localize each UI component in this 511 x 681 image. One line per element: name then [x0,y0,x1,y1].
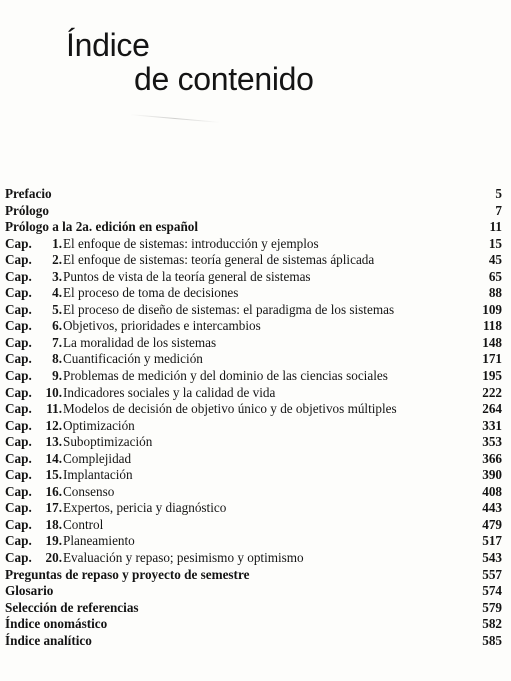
chapter-prefix: Cap. [5,533,32,549]
entry-title: Selección de referencias [5,599,139,615]
entry-title: El proceso de toma de decisiones [63,285,239,301]
chapter-number: 4. [52,285,62,301]
toc-entry [5,500,502,517]
chapter-prefix: Cap. [5,450,32,466]
chapter-number: 3. [52,268,62,284]
toc-entry [5,385,502,402]
chapter-number: 8. [52,351,62,367]
page-number: 408 [482,483,502,499]
page-number: 579 [482,599,502,615]
page-number: 543 [482,550,502,566]
toc-entry [5,219,502,236]
chapter-prefix: Cap. [5,500,32,516]
page-number: 582 [482,616,502,632]
chapter-prefix: Cap. [5,384,32,400]
chapter-prefix: Cap. [5,235,32,251]
page-number: 15 [488,235,502,251]
chapter-prefix: Cap. [5,268,32,284]
toc-entry [5,368,502,385]
page-number: 65 [488,268,502,284]
chapter-prefix: Cap. [5,351,32,367]
toc-entry [5,434,502,451]
chapter-number: 11. [46,401,62,417]
page-number: 517 [482,533,502,549]
table-of-contents [5,186,502,649]
entry-title: Prefacio [5,186,52,201]
chapter-number: 15. [45,467,62,483]
toc-entry [5,401,502,418]
toc-entry [5,252,502,269]
entry-title: Glosario [5,583,54,599]
chapter-number: 9. [52,368,62,384]
toc-entry [5,600,502,617]
chapter-number: 17. [45,500,62,516]
entry-title: Implantación [63,467,133,483]
chapter-number: 5. [52,301,62,317]
chapter-prefix: Cap. [5,401,32,417]
chapter-number: 2. [52,252,62,268]
chapter-prefix: Cap. [5,467,32,483]
page-number: 7 [495,202,502,218]
entry-title: Expertos, pericia y diagnóstico [63,500,227,516]
toc-entry [5,467,502,484]
toc-entry [5,451,502,468]
page-number: 366 [482,450,502,466]
entry-title: Indicadores sociales y la calidad de vida [63,384,276,400]
page-number: 557 [482,566,502,582]
entry-title: Prólogo [5,202,49,218]
toc-entry [5,550,502,567]
toc-entry [5,186,502,203]
chapter-prefix: Cap. [5,417,32,433]
chapter-number: 13. [45,434,62,450]
toc-entry [5,203,502,220]
toc-entry [5,285,502,302]
chapter-number: 7. [52,334,62,350]
chapter-number: 19. [45,533,62,549]
toc-entry [5,583,502,600]
entry-title: El enfoque de sistemas: introducción y ejemplos [63,235,319,251]
chapter-number: 20. [45,550,62,566]
chapter-number: 1. [52,235,62,251]
toc-entry [5,236,502,253]
entry-title: Consenso [63,483,115,499]
entry-title: Suboptimización [63,434,153,450]
page-number: 443 [482,500,502,516]
page-number: 195 [482,368,502,384]
chapter-prefix: Cap. [5,285,32,301]
toc-entry [5,351,502,368]
toc-entry [5,567,502,584]
entry-title: El proceso de diseño de sistemas: el paradigma de los sistemas [63,301,395,317]
chapter-number: 14. [45,450,62,466]
page-number: 109 [482,301,502,317]
page-number: 5 [495,186,502,201]
entry-title: Índice onomástico [5,616,108,632]
entry-title: Evaluación y repaso; pesimismo y optimismo [63,550,304,566]
page-number: 118 [482,318,502,334]
chapter-number: 12. [45,417,62,433]
entry-title: La moralidad de los sistemas [63,334,217,350]
toc-entry [5,633,502,650]
page-number: 390 [482,467,502,483]
chapter-prefix: Cap. [5,483,32,499]
page-number: 585 [482,632,502,648]
title-line-1: Índice [66,27,150,63]
page-number: 45 [488,252,502,268]
chapter-prefix: Cap. [5,301,32,317]
chapter-number: 18. [45,516,62,532]
page-number: 353 [482,434,502,450]
toc-entry [5,484,502,501]
toc-entry [5,269,502,286]
page-number: 479 [482,516,502,532]
page-number: 574 [482,583,502,599]
toc-entry [5,418,502,435]
chapter-prefix: Cap. [5,550,32,566]
chapter-number: 10. [45,384,62,400]
chapter-prefix: Cap. [5,434,32,450]
chapter-number: 6. [52,318,62,334]
toc-entry [5,302,502,319]
page-number: 264 [482,401,502,417]
entry-title: Problemas de medición y del dominio de las ciencias sociales [63,368,388,384]
entry-title: Índice analítico [5,632,92,648]
toc-entry [5,616,502,633]
entry-title: El enfoque de sistemas: teoría general de sistemas áplicada [63,252,375,268]
title-line-2: de contenido [134,61,314,97]
entry-title: Complejidad [63,450,132,466]
chapter-prefix: Cap. [5,334,32,350]
page-number: 222 [482,384,502,400]
toc-entry [5,533,502,550]
page-number: 331 [482,417,502,433]
page-number: 171 [482,351,502,367]
entry-title: Control [63,516,104,532]
chapter-prefix: Cap. [5,252,32,268]
page-title [0,0,511,140]
entry-title: Optimización [63,417,135,433]
page-number: 88 [488,285,502,301]
chapter-prefix: Cap. [5,516,32,532]
toc-entry [5,517,502,534]
entry-title: Preguntas de repaso y proyecto de semestre [5,566,250,582]
page-number: 148 [482,334,502,350]
entry-title: Puntos de vista de la teoría general de sistemas [63,268,311,284]
entry-title: Objetivos, prioridades e intercambios [63,318,261,334]
entry-title: Prólogo a la 2a. edición en español [5,219,199,235]
chapter-prefix: Cap. [5,368,32,384]
page-number: 11 [489,219,502,235]
entry-title: Modelos de decisión de objetivo único y de objetivos múltiples [63,401,397,417]
chapter-prefix: Cap. [5,318,32,334]
toc-entry [5,318,502,335]
entry-title: Cuantificación y medición [63,351,203,367]
chapter-number: 16. [45,483,62,499]
toc-entry [5,335,502,352]
entry-title: Planeamiento [63,533,135,549]
